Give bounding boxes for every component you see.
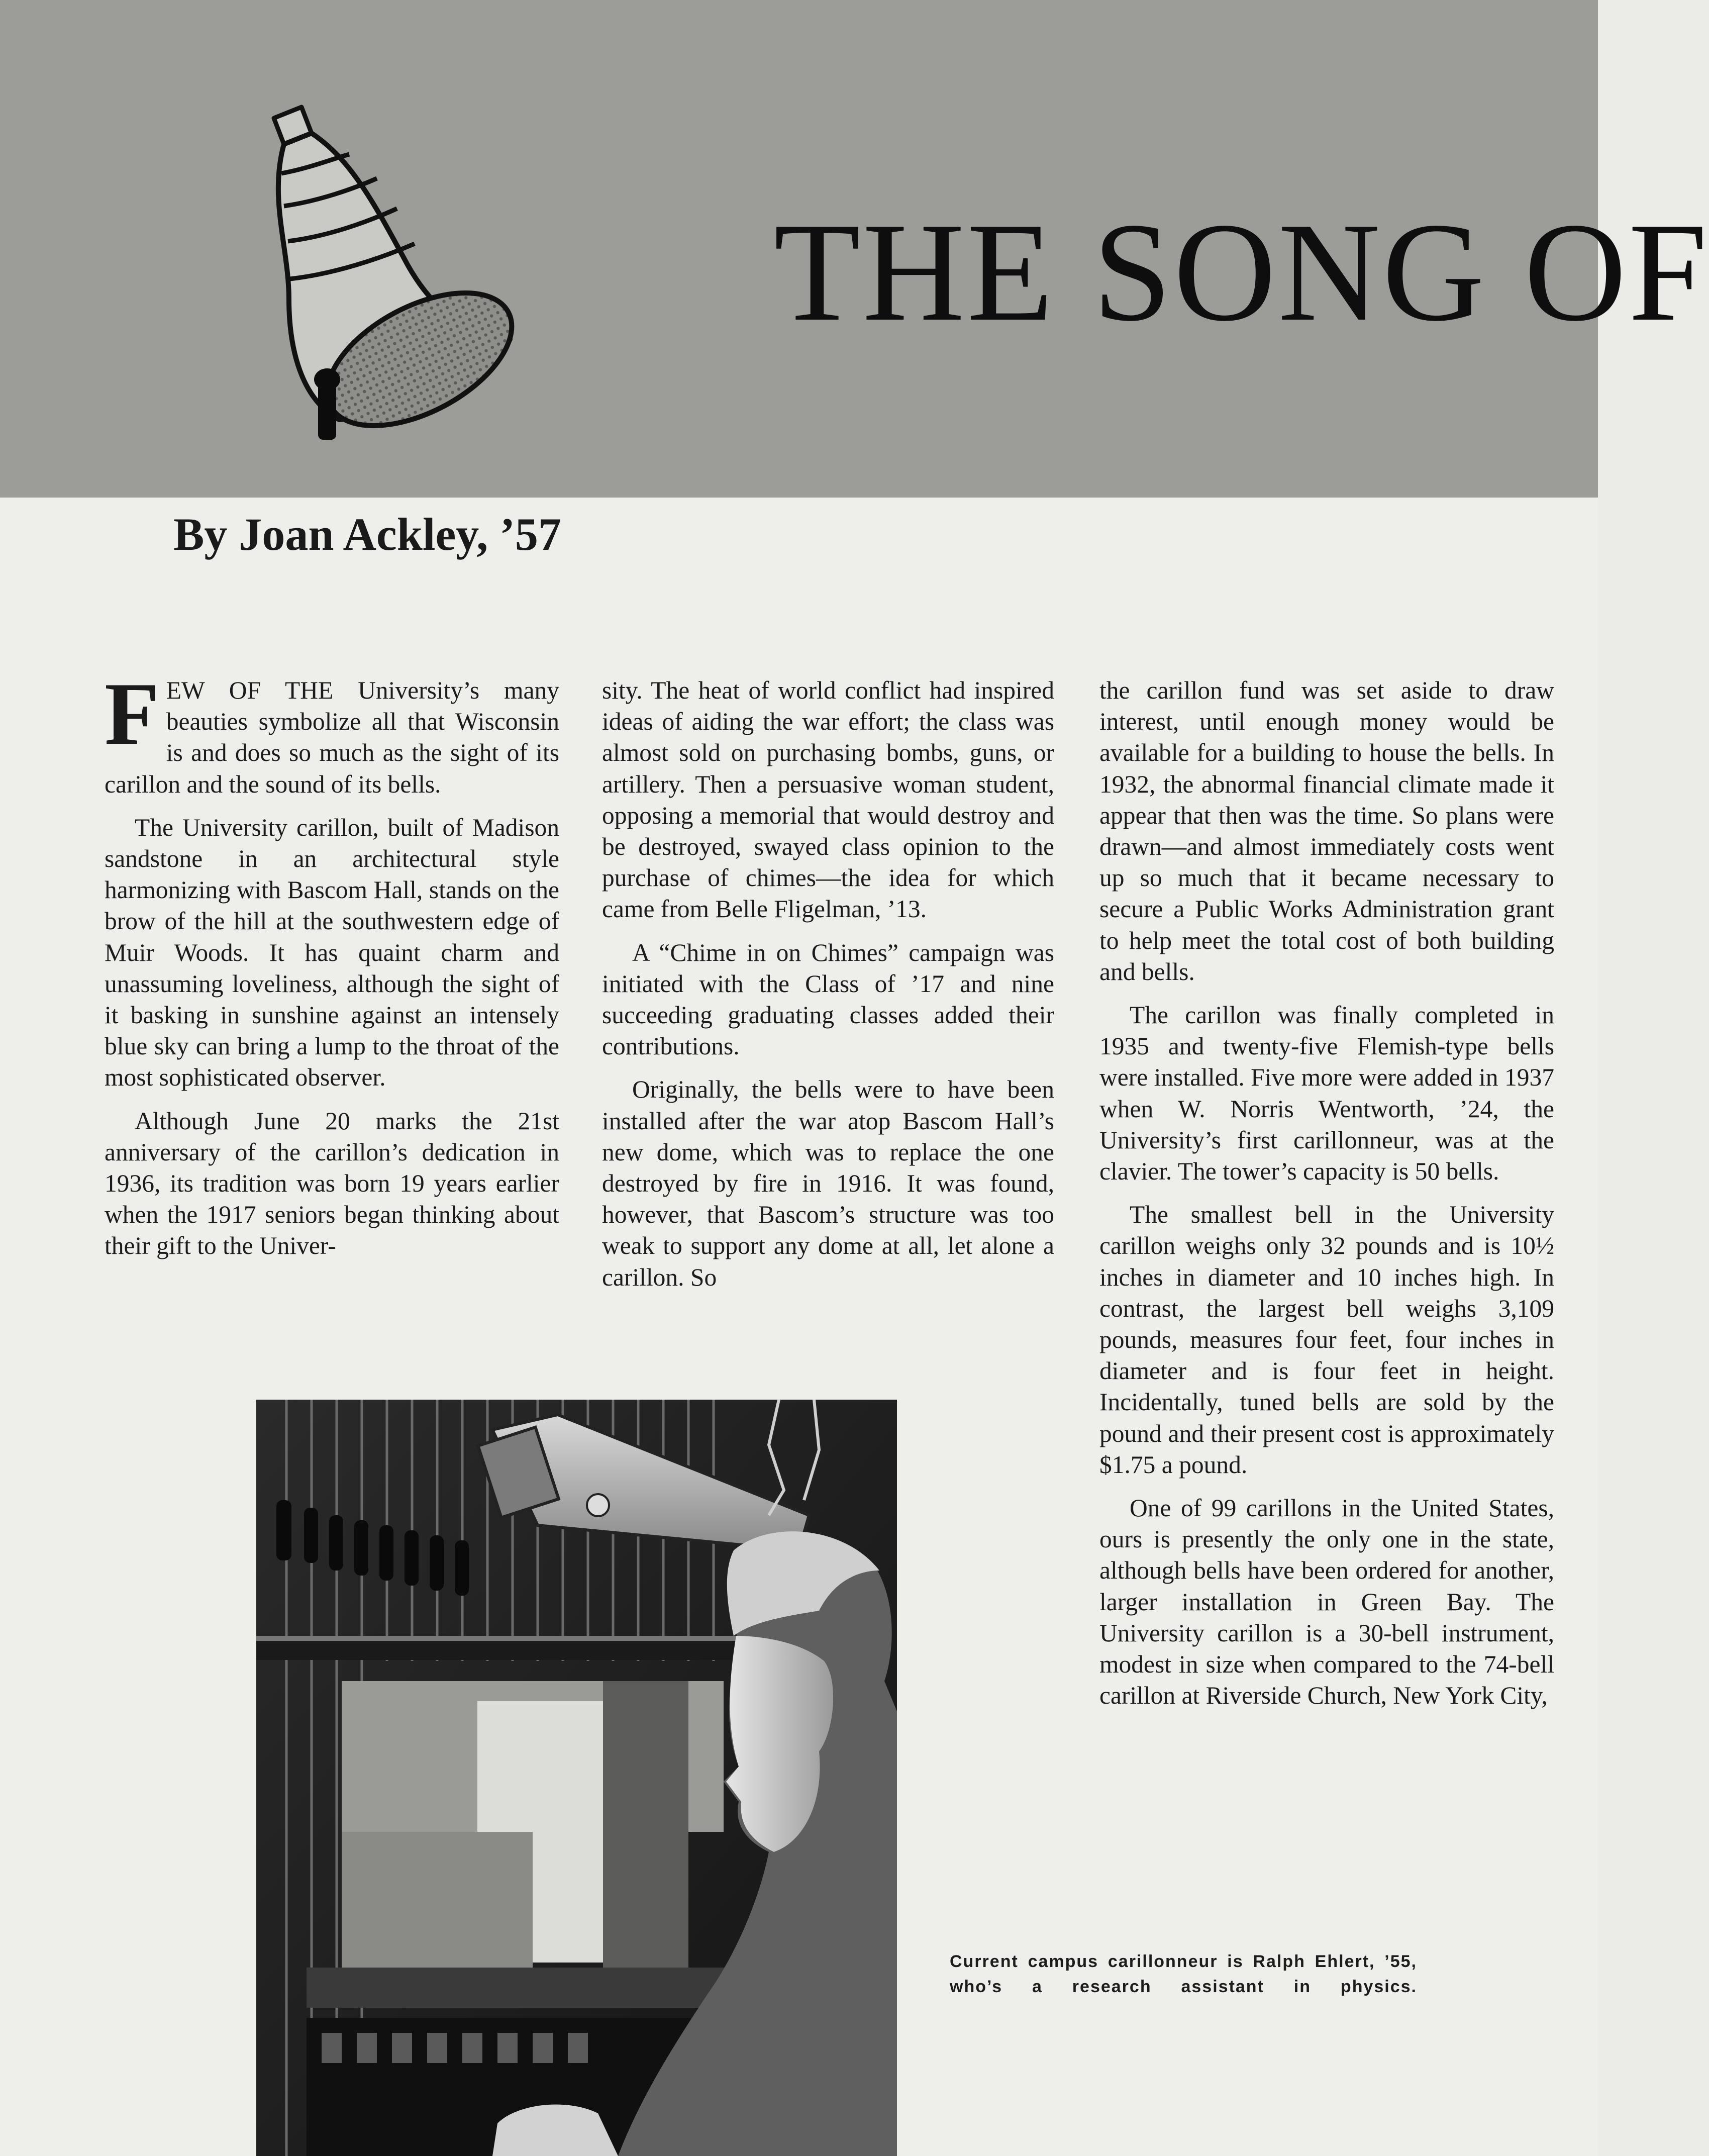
- paragraph-text: EW OF THE University’s many beauties symbolize all that Wisconsin is and does so much as the sight of its carillon and the sound of its bells.: [105, 676, 559, 798]
- bell-icon: [254, 98, 535, 450]
- paragraph: sity. The heat of world conflict had inspired ideas of aiding the war effort; the class was almost sold on purchasing bombs, guns, or artillery. Then a persuasive woman student, opposing a memorial that would destroy and be destroyed, swayed class opinion to the purchase of chimes—the idea for which came from Belle Fligelman, ’13.: [602, 676, 1054, 923]
- article-column-2: [602, 675, 1054, 1305]
- paragraph: One of 99 carillons in the United States, ours is presently the only one in the state, although bells have been ordered for another, larger installation in Green Bay. The University carillon is a 30-bell instrument, modest in size when compared to the 74-bell carillon at Riverside Church, New York City,: [1099, 1494, 1554, 1710]
- paragraph: The smallest bell in the University carillon weighs only 32 pounds and is 10½ inches in diameter and 10 inches high. In contrast, the largest bell weighs 3,109 pounds, measures four feet, four inches in diameter and is four feet in height. Incidentally, tuned bells are sold by the pound and their present cost is approximately $1.75 a pound.: [1099, 1201, 1554, 1479]
- article-column-3: [1099, 675, 1554, 1724]
- paragraph: The carillon was finally completed in 1935 and twenty-five Flemish-type bells were installed. Five more were added in 1937 when W. Norris Wentworth, ’24, the University’s first carillonneur, was at the clavier. The tower’s capacity is 50 bells.: [1099, 1001, 1554, 1186]
- paragraph: Although June 20 marks the 21st anniversary of the carillon’s dedication in 1936, its tradition was born 19 years earlier when the 1917 seniors began thinking about their gift to the Univer-: [105, 1107, 559, 1260]
- paragraph: the carillon fund was set aside to draw interest, until enough money would be available for a building to house the bells. In 1932, the abnormal financial climate made it appear that then was the time. So plans were drawn—and almost immediately costs went up so much that it became necessary to secure a Public Works Administration grant to help meet the total cost of both building and bells.: [1099, 676, 1554, 986]
- article-column-1: [105, 664, 559, 1274]
- paragraph: [105, 664, 559, 800]
- byline: By Joan Ackley, ’57: [173, 509, 561, 560]
- paragraph: Originally, the bells were to have been installed after the war atop Bascom Hall’s new dome, which was to replace the one destroyed by fire in 1916. It was found, however, that Bascom’s structure was too weak to support any dome at all, let alone a carillon. So: [602, 1075, 1054, 1291]
- photo-caption: Current campus carillonneur is Ralph Ehlert, ’55, who’s a research assistant in physics.: [950, 1952, 1417, 1996]
- paragraph: A “Chime in on Chimes” campaign was initiated with the Class of ’17 and nine succeeding graduating classes added their contributions.: [602, 938, 1054, 1060]
- drop-cap: F: [105, 664, 159, 763]
- carillonneur-photo: [256, 1400, 897, 2156]
- page-title: THE SONG OF: [774, 193, 1709, 350]
- paragraph: The University carillon, built of Madison sandstone in an architectural style harmonizing with Bascom Hall, stands on the brow of the hill at the southwestern edge of Muir Woods. It has quaint charm and unassuming loveliness, although the sight of it basking in sunshine against an intensely blue sky can bring a lump to the throat of the most sophisticated observer.: [105, 813, 559, 1092]
